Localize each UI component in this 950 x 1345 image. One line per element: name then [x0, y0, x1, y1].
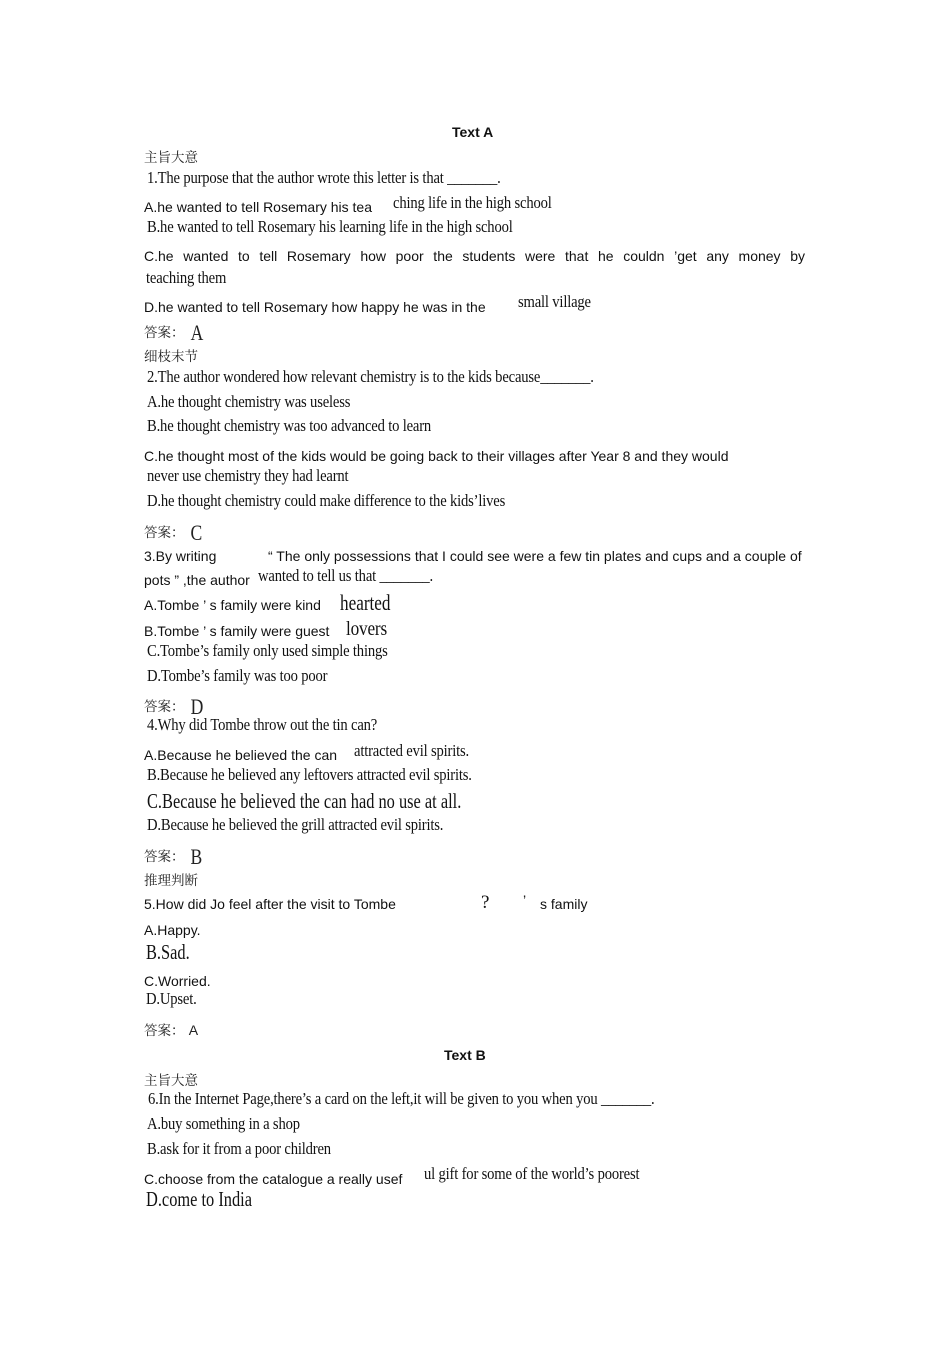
q4-option-a-part1: A.Because he believed the can [144, 747, 338, 763]
text-b-title: Text B [444, 1047, 486, 1063]
q4-answer [144, 844, 815, 870]
q3-option-b-part2: lovers [346, 618, 388, 640]
q2-option-d: D.he thought chemistry could make difference to the kids’lives [147, 491, 506, 510]
q2-answer-value: C [190, 520, 203, 545]
q1-option-d-part1: D.he wanted to tell Rosemary how happy he was in the [144, 299, 486, 315]
category-details: 细枝末节 [144, 349, 198, 365]
q6-option-d: D.come to India [146, 1187, 252, 1211]
q3-stem-part4: wanted to tell us that _______. [258, 566, 433, 585]
text-a-title: Text A [452, 124, 494, 140]
q3-option-c: C.Tombe’s family only used simple things [147, 641, 388, 660]
question-1-stem: 1.The purpose that the author wrote this letter is that _______. [147, 168, 501, 187]
answer-label: 答案： [144, 525, 185, 541]
q3-stem-part1: 3.By writing [144, 548, 217, 564]
q5-answer-value: A [188, 1022, 199, 1038]
q2-option-b: B.he thought chemistry was too advanced to learn [147, 416, 432, 435]
question-6-stem: 6.In the Internet Page,there’s a card on the left,it will be given to you when you _______. [148, 1089, 655, 1108]
question-4-stem: 4.Why did Tombe throw out the tin can? [147, 715, 378, 734]
q5-option-a: A.Happy. [144, 922, 201, 938]
q1-answer [144, 320, 815, 346]
q5-option-b: B.Sad. [146, 940, 190, 964]
q2-option-a: A.he thought chemistry was useless [147, 392, 351, 411]
q1-option-a-part2: ching life in the high school [393, 193, 552, 212]
category-main-idea-b: 主旨大意 [144, 1073, 198, 1089]
q6-option-c-part1: C.choose from the catalogue a really usef [144, 1171, 403, 1187]
answer-label: 答案： [144, 325, 185, 341]
answer-label: 答案： [144, 849, 185, 865]
q3-option-a-part1: A.Tombe ’ s family were kind [144, 597, 321, 613]
q3-stem-part2: “ The only possessions that I could see were a few tin plates and cups and a couple of [268, 548, 802, 564]
q4-option-a-part2: attracted evil spirits. [354, 741, 469, 760]
question-2-stem: 2.The author wondered how relevant chemistry is to the kids because_______. [147, 367, 594, 386]
q2-option-c-line2: never use chemistry they had learnt [147, 466, 349, 485]
category-main-idea: 主旨大意 [144, 150, 198, 166]
q2-answer [144, 520, 815, 546]
q1-option-c-line2: teaching them [146, 268, 227, 287]
q6-option-c-part2: ul gift for some of the world’s poorest [424, 1164, 640, 1183]
q6-option-b: B.ask for it from a poor children [147, 1139, 331, 1158]
q5-option-c: C.Worried. [144, 973, 211, 989]
answer-label: 答案： [144, 699, 185, 715]
q1-option-b: B.he wanted to tell Rosemary his learning life in the high school [147, 217, 513, 236]
q5-answer [144, 1019, 815, 1039]
q1-option-c-line1: C.he wanted to tell Rosemary how poor the students were that he couldn ’get any money by [144, 248, 805, 264]
q4-option-b: B.Because he believed any leftovers attracted evil spirits. [147, 765, 472, 784]
q5-stem-part1: 5.How did Jo feel after the visit to Tombe [144, 896, 396, 912]
q1-answer-value: A [190, 320, 204, 345]
q3-answer-value: D [190, 694, 204, 719]
q5-stem-part4: s family [540, 896, 588, 912]
q4-option-c: C.Because he believed the can had no use at all. [147, 789, 462, 813]
q6-option-a: A.buy something in a shop [147, 1114, 300, 1133]
q5-option-d: D.Upset. [146, 989, 197, 1008]
q4-answer-value: B [190, 844, 203, 869]
q5-stem-part2: ? [481, 892, 490, 913]
q3-option-b-part1: B.Tombe ’ s family were guest [144, 623, 330, 639]
q3-stem-part3: pots ” ,the author [144, 572, 250, 588]
q4-option-d: D.Because he believed the grill attracted evil spirits. [147, 815, 444, 834]
q1-option-a-part1: A.he wanted to tell Rosemary his tea [144, 199, 373, 215]
q3-option-d: D.Tombe’s family was too poor [147, 666, 328, 685]
answer-label: 答案： [144, 1023, 185, 1039]
q5-stem-part3: ’ [523, 892, 527, 908]
category-inference: 推理判断 [144, 873, 198, 889]
q1-option-d-part2: small village [518, 292, 591, 311]
q3-option-a-part2: hearted [340, 590, 391, 615]
q2-option-c-line1: C.he thought most of the kids would be going back to their villages after Year 8 and they would [144, 448, 729, 464]
